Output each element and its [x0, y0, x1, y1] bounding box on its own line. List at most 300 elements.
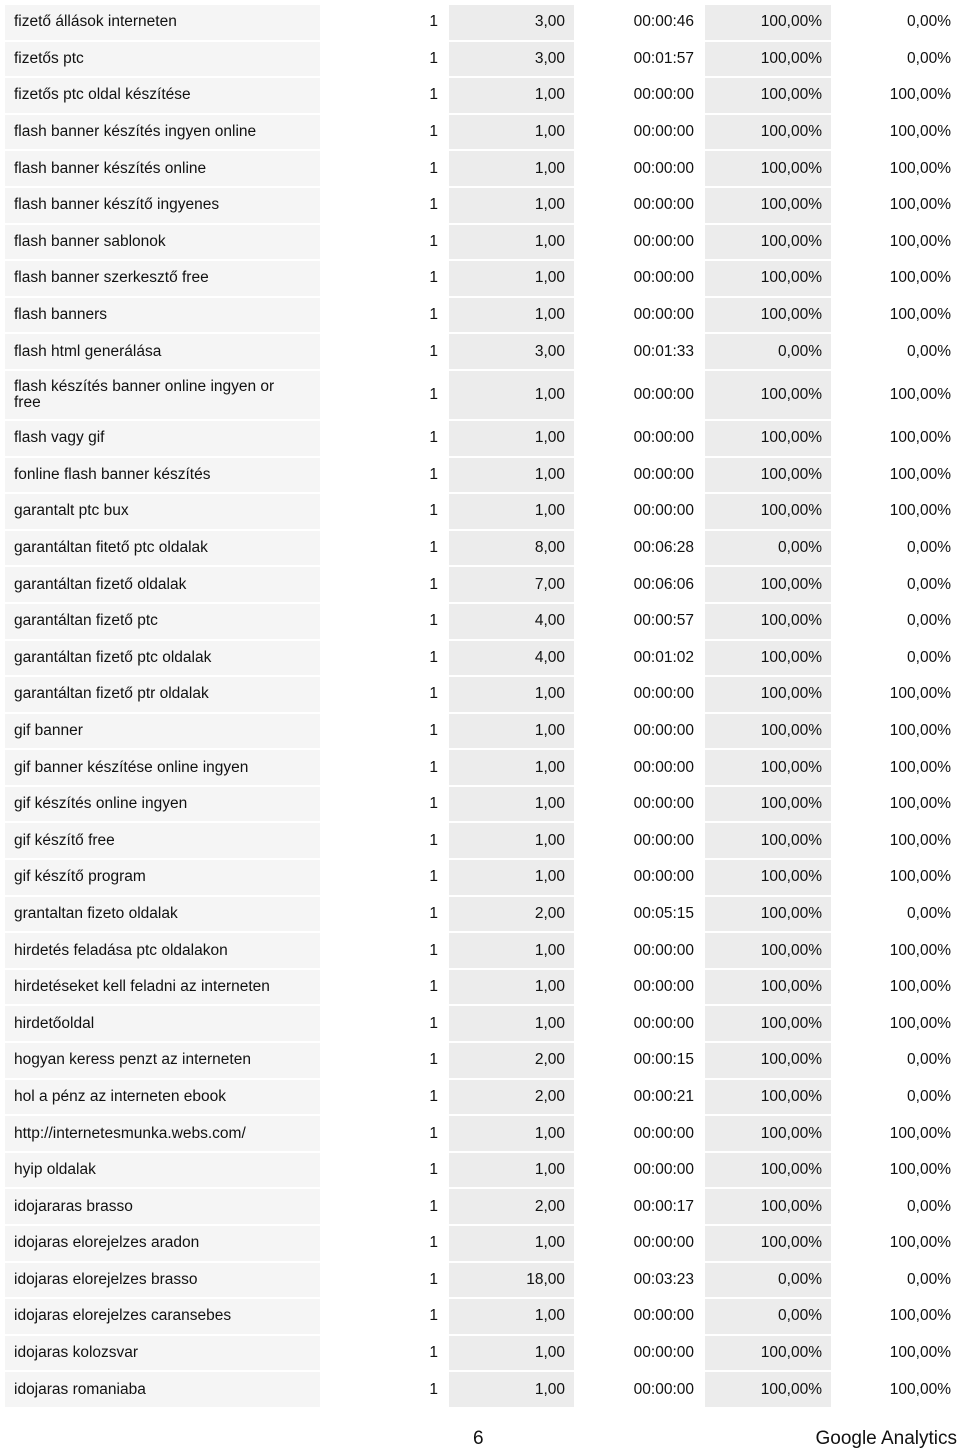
pages-per-visit-cell: 1,00 — [449, 494, 574, 529]
table-row — [5, 567, 960, 602]
table-row — [5, 897, 960, 932]
new-visits-cell: 100,00% — [705, 1116, 831, 1151]
avg-duration-cell: 00:00:00 — [633, 1307, 694, 1325]
new-visits-cell: 100,00% — [705, 1080, 831, 1115]
table-row — [5, 1226, 960, 1261]
keyword-cell — [5, 1372, 320, 1407]
table-row — [5, 1189, 960, 1224]
new-visits-cell: 100,00% — [705, 823, 831, 858]
table-row — [5, 1336, 960, 1371]
pages-per-visit-cell: 2,00 — [449, 1080, 574, 1115]
keyword-text: idojaras romaniaba — [14, 1380, 146, 1398]
new-visits-cell: 100,00% — [705, 5, 831, 40]
keyword-text: hirdetőoldal — [14, 1014, 95, 1032]
new-visits-cell: 100,00% — [705, 1372, 831, 1407]
table-row — [5, 225, 960, 260]
visits-cell: 1 — [429, 385, 438, 403]
visits-cell: 1 — [429, 575, 438, 593]
pages-per-visit-cell: 18,00 — [449, 1263, 574, 1298]
new-visits-cell: 100,00% — [705, 371, 831, 419]
keyword-cell — [5, 225, 320, 260]
keyword-cell — [5, 1043, 320, 1078]
keyword-text: hirdetés feladása ptc oldalakon — [14, 941, 228, 959]
pages-per-visit-cell: 8,00 — [449, 531, 574, 566]
visits-cell: 1 — [429, 159, 438, 177]
visits-cell: 1 — [429, 941, 438, 959]
pages-per-visit-cell: 1,00 — [449, 1153, 574, 1188]
pages-per-visit-cell: 2,00 — [449, 897, 574, 932]
new-visits-cell: 100,00% — [705, 261, 831, 296]
keyword-cell — [5, 1080, 320, 1115]
new-visits-cell: 0,00% — [705, 1263, 831, 1298]
bounce-rate-cell: 0,00% — [907, 1197, 951, 1215]
visits-cell: 1 — [429, 904, 438, 922]
table-row — [5, 494, 960, 529]
avg-duration-cell: 00:01:02 — [633, 648, 694, 666]
avg-duration-cell: 00:00:00 — [633, 1124, 694, 1142]
table-row — [5, 421, 960, 456]
keyword-cell — [5, 970, 320, 1005]
visits-cell: 1 — [429, 13, 438, 31]
new-visits-cell: 100,00% — [705, 42, 831, 77]
visits-cell: 1 — [429, 758, 438, 776]
table-row — [5, 42, 960, 77]
pages-per-visit-cell: 1,00 — [449, 1116, 574, 1151]
avg-duration-cell: 00:00:00 — [633, 721, 694, 739]
avg-duration-cell: 00:00:00 — [633, 685, 694, 703]
keyword-text: gif banner készítése online ingyen — [14, 758, 249, 776]
pages-per-visit-cell: 1,00 — [449, 458, 574, 493]
bounce-rate-cell: 100,00% — [889, 1014, 951, 1032]
visits-cell: 1 — [429, 49, 438, 67]
avg-duration-cell: 00:01:57 — [633, 49, 694, 67]
page-number: 6 — [473, 1428, 484, 1449]
table-row — [5, 1043, 960, 1078]
keyword-cell — [5, 860, 320, 895]
keyword-cell — [5, 261, 320, 296]
keyword-text: flash html generálása — [14, 342, 162, 360]
pages-per-visit-cell: 7,00 — [449, 567, 574, 602]
new-visits-cell: 0,00% — [705, 531, 831, 566]
keyword-cell — [5, 298, 320, 333]
keyword-text: hol a pénz az interneten ebook — [14, 1087, 226, 1105]
bounce-rate-cell: 100,00% — [889, 306, 951, 324]
keyword-cell — [5, 42, 320, 77]
visits-cell: 1 — [429, 978, 438, 996]
pages-per-visit-cell: 3,00 — [449, 42, 574, 77]
keyword-text: idojaras elorejelzes caransebes — [14, 1307, 232, 1325]
keyword-cell — [5, 188, 320, 223]
keyword-text: garantáltan fizető ptc — [14, 612, 158, 630]
table-row — [5, 750, 960, 785]
new-visits-cell: 100,00% — [705, 1336, 831, 1371]
avg-duration-cell: 00:00:00 — [633, 502, 694, 520]
new-visits-cell: 100,00% — [705, 750, 831, 785]
table-row — [5, 261, 960, 296]
keyword-text: idojaras elorejelzes brasso — [14, 1270, 198, 1288]
new-visits-cell: 100,00% — [705, 298, 831, 333]
avg-duration-cell: 00:03:23 — [633, 1270, 694, 1288]
keyword-text: http://internetesmunka.webs.com/ — [14, 1124, 246, 1142]
new-visits-cell: 100,00% — [705, 458, 831, 493]
table-row — [5, 1006, 960, 1041]
visits-cell: 1 — [429, 269, 438, 287]
bounce-rate-cell: 100,00% — [889, 159, 951, 177]
new-visits-cell: 100,00% — [705, 78, 831, 113]
keyword-cell — [5, 750, 320, 785]
bounce-rate-cell: 100,00% — [889, 758, 951, 776]
new-visits-cell: 100,00% — [705, 115, 831, 150]
keyword-text: gif készítő free — [14, 831, 115, 849]
bounce-rate-cell: 100,00% — [889, 232, 951, 250]
new-visits-cell: 100,00% — [705, 1006, 831, 1041]
pages-per-visit-cell: 1,00 — [449, 371, 574, 419]
keyword-cell — [5, 604, 320, 639]
avg-duration-cell: 00:06:28 — [633, 539, 694, 557]
keyword-text: flash készítés banner online ingyen or free — [14, 377, 275, 411]
visits-cell: 1 — [429, 429, 438, 447]
new-visits-cell: 100,00% — [705, 897, 831, 932]
avg-duration-cell: 00:00:00 — [633, 868, 694, 886]
new-visits-cell: 100,00% — [705, 677, 831, 712]
visits-cell: 1 — [429, 86, 438, 104]
visits-cell: 1 — [429, 868, 438, 886]
bounce-rate-cell: 100,00% — [889, 269, 951, 287]
bounce-rate-cell: 100,00% — [889, 1124, 951, 1142]
pages-per-visit-cell: 1,00 — [449, 1336, 574, 1371]
new-visits-cell: 100,00% — [705, 1043, 831, 1078]
bounce-rate-cell: 0,00% — [907, 904, 951, 922]
avg-duration-cell: 00:00:00 — [633, 1161, 694, 1179]
visits-cell: 1 — [429, 123, 438, 141]
bounce-rate-cell: 0,00% — [907, 13, 951, 31]
bounce-rate-cell: 100,00% — [889, 1380, 951, 1398]
table-row — [5, 604, 960, 639]
pages-per-visit-cell: 1,00 — [449, 188, 574, 223]
keyword-text: garantáltan fitető ptc oldalak — [14, 539, 208, 557]
keyword-cell — [5, 421, 320, 456]
pages-per-visit-cell: 1,00 — [449, 78, 574, 113]
avg-duration-cell: 00:00:17 — [633, 1197, 694, 1215]
avg-duration-cell: 00:00:00 — [633, 196, 694, 214]
brand-label: Google Analytics — [815, 1428, 957, 1449]
new-visits-cell: 100,00% — [705, 933, 831, 968]
pages-per-visit-cell: 1,00 — [449, 1006, 574, 1041]
keyword-table — [3, 3, 960, 1409]
keyword-text: gif készítés online ingyen — [14, 795, 188, 813]
keyword-cell — [5, 641, 320, 676]
avg-duration-cell: 00:00:00 — [633, 1234, 694, 1252]
table-row — [5, 1116, 960, 1151]
pages-per-visit-cell: 1,00 — [449, 970, 574, 1005]
table-row — [5, 641, 960, 676]
avg-duration-cell: 00:06:06 — [633, 575, 694, 593]
keyword-text: garantáltan fizető oldalak — [14, 575, 187, 593]
keyword-cell — [5, 78, 320, 113]
visits-cell: 1 — [429, 342, 438, 360]
keyword-cell — [5, 567, 320, 602]
keyword-text: flash banner sablonok — [14, 232, 166, 250]
bounce-rate-cell: 100,00% — [889, 721, 951, 739]
pages-per-visit-cell: 1,00 — [449, 421, 574, 456]
avg-duration-cell: 00:00:00 — [633, 429, 694, 447]
keyword-cell — [5, 1299, 320, 1334]
avg-duration-cell: 00:00:00 — [633, 831, 694, 849]
visits-cell: 1 — [429, 1014, 438, 1032]
keyword-cell — [5, 714, 320, 749]
visits-cell: 1 — [429, 795, 438, 813]
pages-per-visit-cell: 1,00 — [449, 1372, 574, 1407]
visits-cell: 1 — [429, 1197, 438, 1215]
keyword-text: flash vagy gif — [14, 429, 105, 447]
keyword-text: idojararas brasso — [14, 1197, 133, 1215]
visits-cell: 1 — [429, 1234, 438, 1252]
bounce-rate-cell: 0,00% — [907, 539, 951, 557]
new-visits-cell: 100,00% — [705, 494, 831, 529]
keyword-cell — [5, 5, 320, 40]
keyword-cell — [5, 531, 320, 566]
new-visits-cell: 100,00% — [705, 714, 831, 749]
keyword-text: fizetős ptc oldal készítése — [14, 86, 191, 104]
keyword-text: garantáltan fizető ptr oldalak — [14, 685, 209, 703]
keyword-cell — [5, 787, 320, 822]
pages-per-visit-cell: 2,00 — [449, 1043, 574, 1078]
keyword-cell — [5, 933, 320, 968]
keyword-text: flash banner szerkesztő free — [14, 269, 209, 287]
bounce-rate-cell: 100,00% — [889, 86, 951, 104]
table-row — [5, 151, 960, 186]
keyword-cell — [5, 677, 320, 712]
bounce-rate-cell: 100,00% — [889, 429, 951, 447]
avg-duration-cell: 00:00:00 — [633, 123, 694, 141]
table-row — [5, 1153, 960, 1188]
keyword-cell — [5, 1189, 320, 1224]
bounce-rate-cell: 0,00% — [907, 49, 951, 67]
keyword-cell — [5, 115, 320, 150]
keyword-text: gif készítő program — [14, 868, 146, 886]
avg-duration-cell: 00:00:00 — [633, 1014, 694, 1032]
pages-per-visit-cell: 1,00 — [449, 933, 574, 968]
keyword-text: hirdetéseket kell feladni az interneten — [14, 978, 270, 996]
new-visits-cell: 100,00% — [705, 970, 831, 1005]
keyword-text: grantaltan fizeto oldalak — [14, 904, 178, 922]
avg-duration-cell: 00:00:00 — [633, 269, 694, 287]
pages-per-visit-cell: 3,00 — [449, 334, 574, 369]
avg-duration-cell: 00:00:00 — [633, 232, 694, 250]
pages-per-visit-cell: 1,00 — [449, 750, 574, 785]
keyword-cell — [5, 458, 320, 493]
pages-per-visit-cell: 1,00 — [449, 1226, 574, 1261]
keyword-text: flash banners — [14, 306, 108, 324]
table-row — [5, 115, 960, 150]
keyword-cell — [5, 151, 320, 186]
visits-cell: 1 — [429, 306, 438, 324]
bounce-rate-cell: 100,00% — [889, 795, 951, 813]
keyword-text: garantalt ptc bux — [14, 502, 129, 520]
new-visits-cell: 100,00% — [705, 1226, 831, 1261]
avg-duration-cell: 00:00:21 — [633, 1087, 694, 1105]
keyword-text: fizetős ptc — [14, 49, 84, 67]
table-body — [5, 5, 960, 1407]
pages-per-visit-cell: 1,00 — [449, 677, 574, 712]
new-visits-cell: 100,00% — [705, 604, 831, 639]
bounce-rate-cell: 100,00% — [889, 941, 951, 959]
bounce-rate-cell: 0,00% — [907, 1051, 951, 1069]
visits-cell: 1 — [429, 648, 438, 666]
avg-duration-cell: 00:00:00 — [633, 1380, 694, 1398]
pages-per-visit-cell: 1,00 — [449, 298, 574, 333]
table-row — [5, 5, 960, 40]
new-visits-cell: 100,00% — [705, 1189, 831, 1224]
visits-cell: 1 — [429, 502, 438, 520]
bounce-rate-cell: 0,00% — [907, 1087, 951, 1105]
keyword-cell — [5, 494, 320, 529]
visits-cell: 1 — [429, 1270, 438, 1288]
keyword-cell — [5, 1006, 320, 1041]
avg-duration-cell: 00:00:00 — [633, 385, 694, 403]
keyword-text: flash banner készítés ingyen online — [14, 123, 257, 141]
bounce-rate-cell: 0,00% — [907, 575, 951, 593]
avg-duration-cell: 00:00:15 — [633, 1051, 694, 1069]
avg-duration-cell: 00:05:15 — [633, 904, 694, 922]
bounce-rate-cell: 100,00% — [889, 1161, 951, 1179]
visits-cell: 1 — [429, 539, 438, 557]
bounce-rate-cell: 100,00% — [889, 685, 951, 703]
new-visits-cell: 100,00% — [705, 225, 831, 260]
bounce-rate-cell: 100,00% — [889, 978, 951, 996]
pages-per-visit-cell: 1,00 — [449, 115, 574, 150]
pages-per-visit-cell: 1,00 — [449, 860, 574, 895]
bounce-rate-cell: 0,00% — [907, 1270, 951, 1288]
pages-per-visit-cell: 1,00 — [449, 225, 574, 260]
keyword-cell — [5, 897, 320, 932]
table-row — [5, 823, 960, 858]
visits-cell: 1 — [429, 831, 438, 849]
new-visits-cell: 100,00% — [705, 860, 831, 895]
keyword-cell — [5, 1263, 320, 1298]
avg-duration-cell: 00:00:00 — [633, 978, 694, 996]
keyword-cell — [5, 334, 320, 369]
visits-cell: 1 — [429, 612, 438, 630]
bounce-rate-cell: 100,00% — [889, 196, 951, 214]
visits-cell: 1 — [429, 1380, 438, 1398]
table-row — [5, 677, 960, 712]
keyword-text: gif banner — [14, 721, 83, 739]
new-visits-cell: 0,00% — [705, 334, 831, 369]
keyword-cell — [5, 823, 320, 858]
avg-duration-cell: 00:00:00 — [633, 86, 694, 104]
pages-per-visit-cell: 1,00 — [449, 787, 574, 822]
bounce-rate-cell: 0,00% — [907, 648, 951, 666]
bounce-rate-cell: 100,00% — [889, 831, 951, 849]
bounce-rate-cell: 100,00% — [889, 868, 951, 886]
pages-per-visit-cell: 1,00 — [449, 1299, 574, 1334]
keyword-text: idojaras kolozsvar — [14, 1344, 139, 1362]
visits-cell: 1 — [429, 685, 438, 703]
table-row — [5, 1372, 960, 1407]
table-row — [5, 714, 960, 749]
table-row — [5, 787, 960, 822]
visits-cell: 1 — [429, 465, 438, 483]
keyword-cell — [5, 1226, 320, 1261]
visits-cell: 1 — [429, 232, 438, 250]
table-row — [5, 1299, 960, 1334]
avg-duration-cell: 00:00:57 — [633, 612, 694, 630]
keyword-text: fonline flash banner készítés — [14, 465, 211, 483]
new-visits-cell: 100,00% — [705, 787, 831, 822]
new-visits-cell: 100,00% — [705, 188, 831, 223]
visits-cell: 1 — [429, 1124, 438, 1142]
bounce-rate-cell: 100,00% — [889, 1234, 951, 1252]
keyword-text: fizető állások interneten — [14, 13, 177, 31]
new-visits-cell: 100,00% — [705, 567, 831, 602]
table-row — [5, 458, 960, 493]
avg-duration-cell: 00:00:00 — [633, 306, 694, 324]
bounce-rate-cell: 100,00% — [889, 1307, 951, 1325]
avg-duration-cell: 00:00:00 — [633, 795, 694, 813]
avg-duration-cell: 00:00:46 — [633, 13, 694, 31]
new-visits-cell: 100,00% — [705, 151, 831, 186]
keyword-cell — [5, 371, 320, 419]
table-row — [5, 1080, 960, 1115]
keyword-text: flash banner készítés online — [14, 159, 207, 177]
pages-per-visit-cell: 3,00 — [449, 5, 574, 40]
pages-per-visit-cell: 4,00 — [449, 641, 574, 676]
visits-cell: 1 — [429, 196, 438, 214]
visits-cell: 1 — [429, 1087, 438, 1105]
new-visits-cell: 100,00% — [705, 421, 831, 456]
table-row — [5, 933, 960, 968]
table-row — [5, 860, 960, 895]
pages-per-visit-cell: 1,00 — [449, 714, 574, 749]
avg-duration-cell: 00:01:33 — [633, 342, 694, 360]
keyword-text: idojaras elorejelzes aradon — [14, 1234, 200, 1252]
new-visits-cell: 100,00% — [705, 641, 831, 676]
avg-duration-cell: 00:00:00 — [633, 758, 694, 776]
keyword-text: flash banner készítő ingyenes — [14, 196, 220, 214]
table-row — [5, 298, 960, 333]
table-row — [5, 334, 960, 369]
visits-cell: 1 — [429, 721, 438, 739]
visits-cell: 1 — [429, 1161, 438, 1179]
keyword-cell — [5, 1116, 320, 1151]
pages-per-visit-cell: 1,00 — [449, 151, 574, 186]
pages-per-visit-cell: 4,00 — [449, 604, 574, 639]
keyword-cell — [5, 1153, 320, 1188]
page-footer — [0, 1424, 960, 1451]
new-visits-cell: 100,00% — [705, 1153, 831, 1188]
avg-duration-cell: 00:00:00 — [633, 159, 694, 177]
table-row — [5, 371, 960, 419]
new-visits-cell: 0,00% — [705, 1299, 831, 1334]
table-row — [5, 970, 960, 1005]
keyword-text: hyip oldalak — [14, 1161, 96, 1179]
table-row — [5, 78, 960, 113]
keyword-text: garantáltan fizető ptc oldalak — [14, 648, 212, 666]
avg-duration-cell: 00:00:00 — [633, 941, 694, 959]
visits-cell: 1 — [429, 1307, 438, 1325]
pages-per-visit-cell: 2,00 — [449, 1189, 574, 1224]
bounce-rate-cell: 100,00% — [889, 465, 951, 483]
bounce-rate-cell: 0,00% — [907, 612, 951, 630]
pages-per-visit-cell: 1,00 — [449, 823, 574, 858]
avg-duration-cell: 00:00:00 — [633, 1344, 694, 1362]
bounce-rate-cell: 100,00% — [889, 385, 951, 403]
pages-per-visit-cell: 1,00 — [449, 261, 574, 296]
avg-duration-cell: 00:00:00 — [633, 465, 694, 483]
bounce-rate-cell: 100,00% — [889, 123, 951, 141]
table-row — [5, 531, 960, 566]
